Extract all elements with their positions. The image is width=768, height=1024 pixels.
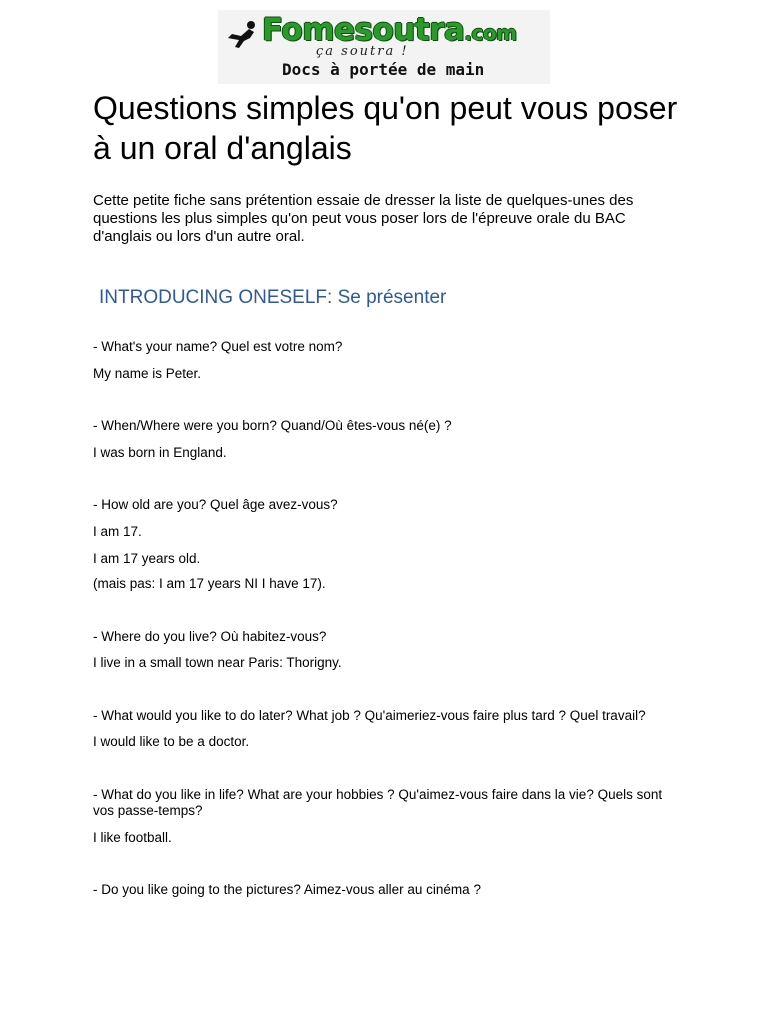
intro-paragraph: Cette petite fiche sans prétention essaie de dresser la liste de quelques-unes des questions les plus simples qu'on peut vous poser lors de l'épreuve orale du BAC d'anglais ou lors d'un autre oral.	[93, 192, 634, 245]
question-line: - Do you like going to the pictures? Aimez-vous aller au cinéma ?	[93, 882, 481, 897]
answer-line: I am 17.	[93, 524, 142, 539]
page-title: Questions simples qu'on peut vous poser à un oral d'anglais	[93, 90, 678, 166]
logo-tagline: ça soutra !	[316, 44, 409, 59]
answer-line: I was born in England.	[93, 445, 227, 460]
note-line: (mais pas: I am 17 years NI I have 17).	[93, 576, 326, 591]
logo-dotcom: .com	[464, 21, 517, 45]
answer-line: I am 17 years old.	[93, 551, 201, 566]
question-line: - Where do you live? Où habitez-vous?	[93, 629, 327, 644]
question-line: - How old are you? Quel âge avez-vous?	[93, 497, 338, 512]
answer-line: I live in a small town near Paris: Thorigny.	[93, 655, 342, 670]
answer-line: I like football.	[93, 830, 172, 845]
runner-icon	[224, 20, 260, 50]
logo-brand: Fomesoutra.com	[262, 12, 517, 48]
section-heading: INTRODUCING ONESELF: Se présenter	[99, 287, 447, 308]
question-line: - When/Where were you born? Quand/Où êtes-vous né(e) ?	[93, 418, 452, 433]
question-line: - What would you like to do later? What job ? Qu'aimeriez-vous faire plus tard ? Quel travail?	[93, 708, 646, 723]
question-line: - What do you like in life? What are your hobbies ? Qu'aimez-vous faire dans la vie? Quels sont vos passe-temps?	[93, 787, 663, 818]
answer-line: I would like to be a doctor.	[93, 734, 250, 749]
question-line: - What's your name? Quel est votre nom?	[93, 339, 343, 354]
fomesoutra-logo	[218, 10, 550, 84]
answer-line: My name is Peter.	[93, 366, 202, 381]
logo-subtitle: Docs à portée de main	[282, 60, 485, 79]
